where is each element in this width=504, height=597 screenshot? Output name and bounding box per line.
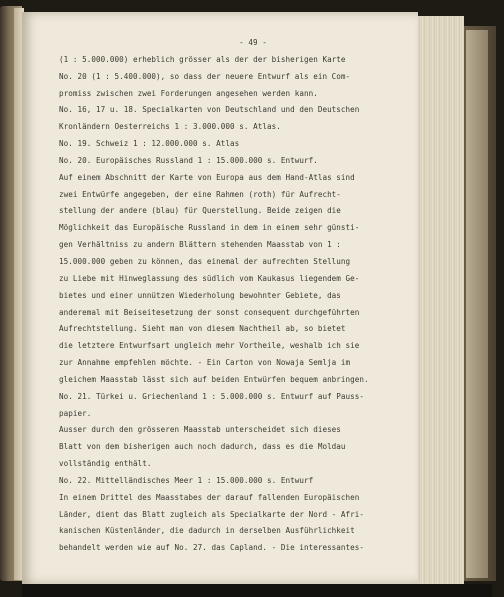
text-line: 15.000.000 geben zu können, das einemal der aufrechten Stellung (59, 256, 351, 266)
text-line: Länder, dient das Blatt zugleich als Specialkarte der Nord - Afri- (59, 509, 365, 519)
page-edges-stack (416, 16, 464, 586)
text-line: bietes und einer unnützen Wiederholung bewohnter Gebiete, das (59, 290, 341, 300)
text-line: Kronländern Oesterreichs 1 : 3.000.000 s. Atlas. (59, 122, 281, 132)
page-number: - 49 - (239, 38, 267, 47)
text-line: zwei Entwürfe angegeben, der eine Rahmen (roth) für Aufrecht- (59, 189, 341, 199)
text-line: stellung der andere (blau) für Querstellung. Beide zeigen die (59, 206, 341, 216)
text-line: No. 20. Europäisches Russland 1 : 15.000.000 s. Entwurf. (59, 155, 318, 165)
text-line: vollständig enthält. (59, 459, 152, 469)
text-line: No. 22. Mittelländisches Meer 1 : 15.000.000 s. Entwurf (59, 475, 314, 485)
text-line: Auf einem Abschnitt der Karte von Europa aus dem Hand-Atlas sind (59, 172, 355, 182)
text-line: gleichem Maasstab lässt sich auf beiden Entwürfen bequem anbringen. (59, 374, 369, 384)
text-line: die letztere Entwurfsart ungleich mehr Vortheile, weshalb ich sie (59, 341, 360, 351)
text-line: No. 20 (1 : 5.400.000), so dass der neuere Entwurf als ein Com- (59, 71, 351, 81)
text-line: No. 16, 17 u. 18. Specialkarten von Deutschland und den Deutschen (59, 105, 360, 115)
text-line: No. 21. Türkei u. Griechenland 1 : 5.000.000 s. Entwurf auf Pauss- (59, 391, 365, 401)
bottom-shadow (22, 584, 492, 597)
text-line: anderemal mit Beiseitesetzung der sonst consequent durchgeführten (59, 307, 360, 317)
text-line: behandelt werden wie auf No. 27. das Capland. - Die interessantes- (59, 543, 365, 553)
text-line: papier. (59, 408, 92, 418)
text-line: (1 : 5.000.000) erheblich grösser als der der bisherigen Karte (59, 54, 346, 64)
text-line: Möglichkeit das Europäische Russland in dem in einem sehr günsti- (59, 223, 360, 233)
text-line: Aufrechtstellung. Sieht man von diesem Nachtheil ab, so bietet (59, 324, 346, 334)
text-line: No. 19. Schweiz 1 : 12.000.000 s. Atlas (59, 139, 240, 149)
text-line: zur Annahme empfehlen möchte. - Ein Carton von Nowaja Semlja im (59, 358, 351, 368)
text-line: Blatt von dem bisherigen auch noch dadurch, dass es die Moldau (59, 442, 346, 452)
text-line: In einem Drittel des Maasstabes der darauf fallenden Europäischen (59, 492, 360, 502)
typescript-text (59, 35, 411, 557)
text-line: zu Liebe mit Hinweglassung des südlich vom Kaukasus liegendem Ge- (59, 273, 360, 283)
text-line: promiss zwischen zwei Forderungen angesehen werden kann. (59, 88, 318, 98)
text-line: kanischen Küstenländer, die dadurch in derselben Ausführlichkeit (59, 526, 355, 536)
binder-board-inner (466, 30, 488, 578)
text-line: Ausser durch den grösseren Maasstab unterscheidet sich dieses (59, 425, 341, 435)
text-line: gen Verhältniss zu andern Blättern stehenden Maasstab von 1 : (59, 240, 341, 250)
